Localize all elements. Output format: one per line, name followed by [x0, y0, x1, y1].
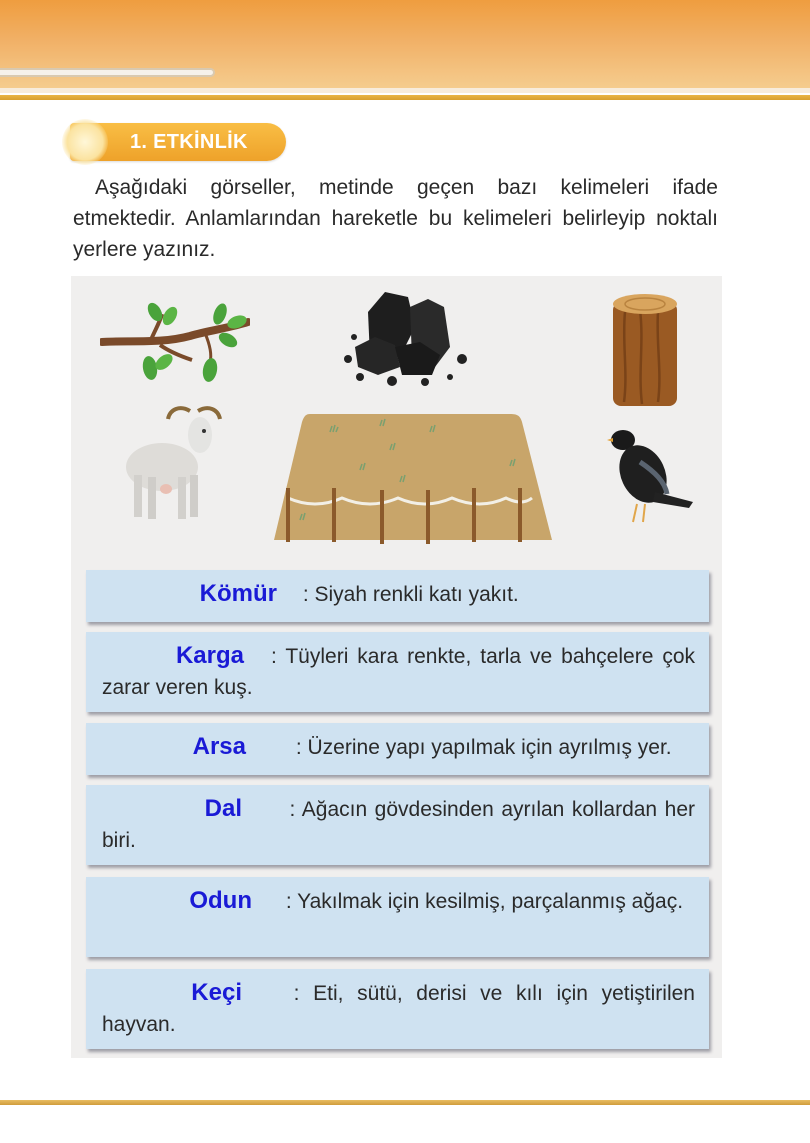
goat-image-icon	[120, 405, 230, 525]
page-header-band	[0, 0, 810, 88]
log-image-icon	[610, 292, 680, 412]
answer-term[interactable]: Odun	[189, 887, 252, 914]
activity-title: 1. ETKİNLİK	[130, 131, 248, 153]
land-plot-image-icon	[270, 410, 555, 550]
answer-term[interactable]: Dal	[204, 795, 242, 822]
header-divider-light	[0, 88, 810, 93]
definition-card-odun	[86, 877, 709, 957]
definition-card-arsa	[86, 723, 709, 775]
answer-term[interactable]: Keçi	[191, 979, 242, 1006]
answer-term[interactable]: Karga	[175, 642, 244, 669]
answer-term[interactable]: Kömür	[199, 580, 277, 607]
definition-text: : Tüyleri kara renkte, tarla ve bahçelere çok zarar veren kuş.	[102, 645, 695, 699]
definition-card-karga	[86, 632, 709, 712]
header-divider-gold	[0, 95, 810, 100]
definition-text: : Eti, sütü, derisi ve kılı için yetiştirilen hayvan.	[102, 982, 695, 1036]
definition-text: : Ağacın gövdesinden ayrılan kollardan her biri.	[102, 798, 695, 852]
activity-instructions: Aşağıdaki görseller, metinde geçen bazı kelimeleri ifade etmektedir. Anlamlarından hareketle bu kelimeleri belirleyip noktalı yerlere yazınız.	[73, 176, 718, 261]
badge-glow-icon	[62, 119, 108, 165]
definition-card-dal	[86, 785, 709, 865]
header-tab-decoration	[0, 68, 215, 77]
activity-badge	[70, 123, 286, 161]
answer-term[interactable]: Arsa	[192, 733, 246, 760]
footer-divider-gold	[0, 1100, 810, 1105]
definition-text: : Üzerine yapı yapılmak için ayrılmış yer.	[295, 736, 672, 759]
definition-card-komur	[86, 570, 709, 622]
coal-image-icon	[340, 287, 480, 387]
definition-text: : Siyah renkli katı yakıt.	[302, 583, 519, 606]
branch-image-icon	[100, 300, 250, 385]
crow-image-icon	[605, 422, 695, 527]
definition-text: : Yakılmak için kesilmiş, parçalanmış ağaç.	[285, 890, 684, 913]
definition-card-keci	[86, 969, 709, 1049]
